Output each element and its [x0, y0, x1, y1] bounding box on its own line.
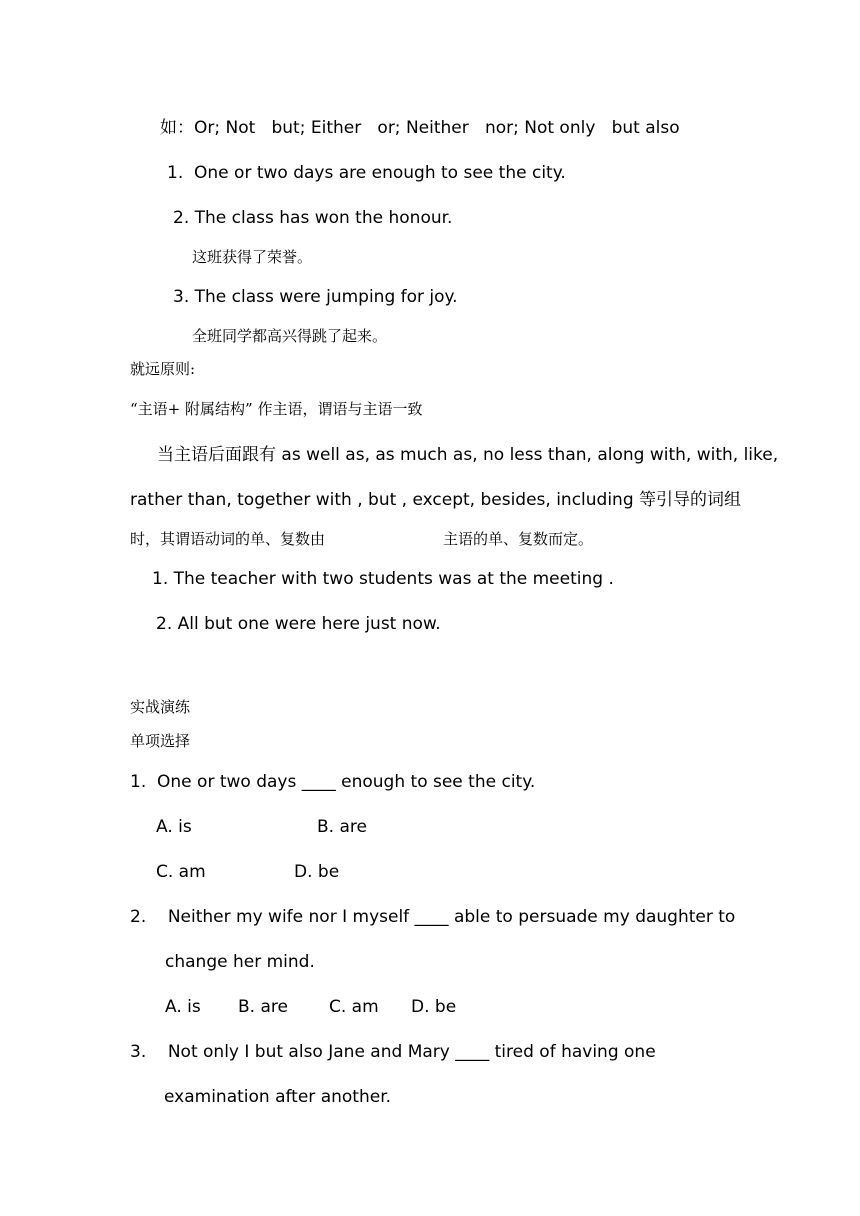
example-sentence-3: 3. The class were jumping for joy.	[173, 287, 458, 307]
q1-option-a: A. is	[156, 817, 192, 837]
practice-subheading: 单项选择	[130, 732, 191, 750]
question-2-line-1: 2. Neither my wife nor I myself ____ able to persuade my daughter to	[130, 907, 736, 927]
q1-option-c: C. am	[156, 862, 206, 882]
example-translation-2: 这班获得了荣誉。	[192, 248, 313, 266]
rule-paragraph-line-3b: 主语的单、复数而定。	[443, 530, 594, 548]
question-2-line-2: change her mind.	[165, 952, 315, 972]
practice-heading: 实战演练	[130, 698, 191, 716]
q1-option-b: B. are	[317, 817, 367, 837]
example-translation-3: 全班同学都高兴得跳了起来。	[192, 327, 388, 345]
rule-paragraph-line-2: rather than, together with , but , except, besides, including 等引导的词组	[130, 490, 742, 510]
example-sentence-2: 2. The class has won the honour.	[173, 208, 453, 228]
conjunction-examples: 如：Or; Not but; Either or; Neither nor; Not only but also	[160, 118, 680, 138]
example-sentence-1: 1. One or two days are enough to see the city.	[167, 163, 566, 183]
rule-paragraph-line-1: 当主语后面跟有 as well as, as much as, no less than, along with, with, like,	[157, 445, 779, 465]
question-3-line-1: 3. Not only I but also Jane and Mary ____ tired of having one	[130, 1042, 656, 1062]
rule-paragraph-line-3a: 时，其谓语动词的单、复数由	[130, 530, 326, 548]
q2-option-c: C. am	[329, 997, 379, 1017]
q1-option-d: D. be	[294, 862, 340, 882]
q2-option-d: D. be	[411, 997, 457, 1017]
q2-option-a: A. is	[165, 997, 201, 1017]
rule-example-1: 1. The teacher with two students was at the meeting .	[152, 569, 614, 589]
rule-example-2: 2. All but one were here just now.	[156, 614, 441, 634]
rule-heading: 就远原则:	[130, 360, 196, 378]
q2-option-b: B. are	[238, 997, 288, 1017]
question-3-line-2: examination after another.	[164, 1087, 392, 1107]
question-1: 1. One or two days ____ enough to see the city.	[130, 772, 536, 792]
rule-subheading: “主语+ 附属结构” 作主语，谓语与主语一致	[130, 400, 423, 418]
